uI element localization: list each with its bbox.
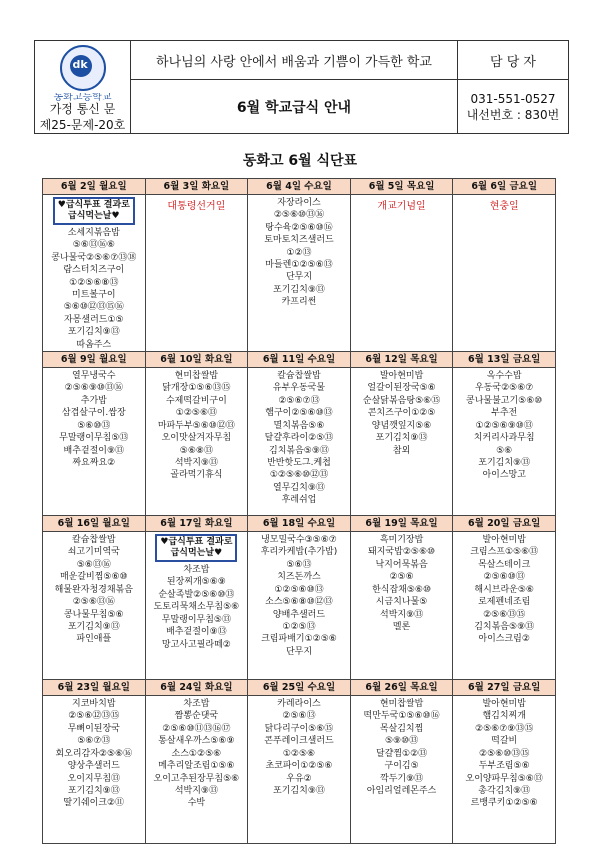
- menu-item: 부추전: [491, 408, 518, 419]
- menu-list: [453, 532, 555, 646]
- menu-list: [351, 368, 453, 457]
- menu-item: 콘치즈구이①②⑤: [367, 408, 436, 419]
- menu-item: ①②⑤⑥: [282, 748, 316, 759]
- school-id-cell: [35, 41, 131, 134]
- menu-item: 지코바치밥: [72, 699, 116, 710]
- menu-item: 자장라이스: [277, 198, 321, 208]
- menu-item: 멜론: [392, 621, 411, 632]
- day-label: 6월 20일 금요일: [453, 516, 556, 532]
- week-menu-row: [43, 368, 556, 516]
- menu-title: 동화고 6월 식단표: [242, 153, 358, 169]
- menu-item: 석박지⑨⑬: [174, 457, 218, 468]
- menu-item: 크림스프①⑤⑥⑬: [470, 547, 539, 558]
- holiday-label: 개교기념일: [377, 201, 426, 212]
- menu-item: 낙지어묵볶음: [375, 559, 428, 570]
- menu-item: 마들렌①②⑤⑥⑬: [265, 260, 333, 271]
- menu-item: 냉모밀국수③⑤⑥⑦: [261, 535, 337, 546]
- menu-item: ⑤⑥⑬⑯⑥: [72, 240, 115, 251]
- menu-item: ①②⑤⑥⑩⑫⑬: [269, 470, 329, 481]
- menu-item: 김치볶음⑤⑨⑬: [474, 621, 535, 632]
- menu-item: 소스⑤⑥⑧⑩⑫⑬: [265, 597, 333, 608]
- menu-item: ②⑤⑥⑩⑬⑯: [273, 210, 325, 221]
- contact-cell: [458, 80, 569, 134]
- day-label: 6월 25일 수요일: [248, 680, 351, 696]
- day-menu-cell: [453, 368, 556, 516]
- menu-item: 닭개장①⑤⑥⑬⑮: [162, 383, 231, 394]
- vote-meal-badge: [53, 197, 135, 225]
- day-menu-cell: [43, 195, 146, 352]
- menu-item: 토마토치즈샐러드: [264, 235, 334, 246]
- menu-item: 흑미기장밥: [379, 535, 424, 546]
- menu-item: 크림파배기①②⑤⑥: [261, 634, 337, 645]
- vote-meal-badge-line: 급식먹는날♥: [68, 211, 120, 221]
- day-label: 6월 24일 화요일: [145, 680, 248, 696]
- day-label: 6월 18일 수요일: [248, 516, 351, 532]
- day-label: 6월 6일 금요일: [453, 179, 556, 195]
- manager-label: 담 당 자: [458, 41, 569, 80]
- day-menu-cell: [453, 532, 556, 680]
- menu-item: 후레쉬업: [281, 495, 317, 506]
- holiday-label: 대통령선거일: [167, 201, 226, 212]
- menu-item: 짬뽕순댓국: [174, 711, 219, 722]
- menu-item: ⑤⑥⑧⑬: [179, 445, 213, 456]
- menu-item: 해시브라운⑤⑥: [474, 584, 534, 595]
- menu-item: 칼슘찹쌀밥: [277, 371, 321, 382]
- menu-item: ⑤⑥⑩⑬: [77, 420, 111, 431]
- menu-list: [43, 368, 145, 469]
- menu-item: ②⑤⑥⑩⑬⑮: [479, 748, 530, 759]
- menu-item: 치커리사과무침: [473, 433, 535, 444]
- vote-meal-badge-line: ♥급식투표 결과로: [57, 200, 130, 210]
- menu-item: 소스①②⑤⑥: [171, 748, 222, 759]
- day-menu-cell: [43, 696, 146, 844]
- menu-item: 우동국②⑤⑥⑦: [475, 383, 534, 394]
- menu-list: [43, 532, 145, 646]
- vote-meal-badge-line: ♥급식투표 결과로: [160, 537, 233, 548]
- menu-item: ②⑤⑥⑩⑬: [483, 572, 525, 583]
- menu-item: 석박지⑨⑬: [380, 609, 424, 620]
- menu-list: [248, 368, 350, 506]
- menu-item: 양상추샐러드: [67, 761, 120, 772]
- menu-table: [42, 178, 556, 844]
- menu-item: 추가밥: [80, 395, 107, 406]
- week-menu-row: [43, 532, 556, 680]
- menu-item: 도토리묵채소무침⑤⑥: [153, 602, 240, 613]
- menu-item: 따옴주스: [76, 339, 112, 350]
- menu-item: 한식잡채⑤⑥⑩: [372, 584, 432, 595]
- menu-item: 콩나물무침⑤⑥: [63, 609, 124, 620]
- menu-item: 포기김치⑨⑬: [67, 785, 120, 796]
- menu-item: 차조밥: [183, 699, 210, 710]
- day-label: 6월 2일 월요일: [43, 179, 146, 195]
- menu-item: ②⑤⑥⑩⑪⑬⑯⑰: [162, 723, 231, 734]
- menu-item: ②⑤⑥⑬⑯: [72, 597, 115, 608]
- menu-item: 발아현미밥: [482, 535, 526, 546]
- day-label: 6월 17일 화요일: [145, 516, 248, 532]
- menu-item: 돼지국밥②⑤⑥⑩: [368, 547, 436, 558]
- notice-title: 6월 학교급식 안내: [131, 80, 458, 134]
- menu-item: 현미찹쌀밥: [174, 371, 219, 382]
- menu-item: ①②⑤⑥⑩⑬: [274, 584, 324, 595]
- menu-list: [43, 195, 145, 351]
- menu-item: 콩나물국②⑤⑥⑦⑬⑱: [51, 252, 137, 263]
- day-menu-cell: [350, 532, 453, 680]
- menu-list: [248, 195, 350, 309]
- day-menu-cell: [43, 532, 146, 680]
- menu-item: 석박지⑨⑬: [174, 785, 218, 796]
- menu-item: 달걀후라이②⑤⑬: [264, 433, 334, 444]
- day-menu-cell: [145, 195, 248, 352]
- day-label: 6월 3일 화요일: [145, 179, 248, 195]
- menu-item: 떡갈비: [491, 736, 518, 747]
- menu-item: 해물완자청경채볶음: [54, 584, 133, 595]
- menu-list: [146, 696, 248, 810]
- menu-item: 우유②: [286, 773, 312, 784]
- menu-item: 삼겹살구이.쌈장: [61, 408, 126, 419]
- menu-item: ②⑤⑥⑬⑮: [483, 609, 526, 620]
- menu-item: 햄구이②⑤⑥⑩⑬: [265, 408, 333, 419]
- menu-item: ①②⑤⑥⑬: [175, 408, 218, 419]
- menu-item: ①②⑤⑥⑧⑬: [69, 277, 119, 288]
- holiday-label: 현충일: [489, 201, 519, 212]
- menu-item: 무말랭이무침⑤⑬: [161, 614, 231, 625]
- day-label: 6월 12일 목요일: [350, 352, 453, 368]
- menu-item: ①②⑤⑬: [282, 621, 316, 632]
- menu-item: ①②⑤⑥⑨⑩⑬: [475, 420, 533, 431]
- menu-list: [351, 195, 453, 212]
- menu-list: [453, 195, 555, 212]
- menu-item: 포기김치⑨⑬: [273, 785, 325, 796]
- week-menu-row: [43, 195, 556, 352]
- menu-item: 열무김치⑨⑬: [273, 482, 325, 493]
- menu-item: 아이스망고: [482, 470, 526, 481]
- menu-item: 순살족발②⑤⑥⑩⑬: [158, 589, 235, 600]
- menu-item: 카프리썬: [281, 297, 317, 308]
- menu-item: 목살스테이크: [478, 559, 531, 570]
- day-label: 6월 11일 수요일: [248, 352, 351, 368]
- menu-item: 두부조림⑤⑥: [478, 761, 530, 772]
- vote-meal-badge-line: 급식먹는날♥: [170, 548, 223, 559]
- school-motto: 하나님의 사랑 안에서 배움과 기쁨이 가득한 학교: [131, 41, 458, 80]
- menu-list: [351, 532, 453, 633]
- menu-item: 순살닭볶음탕⑤⑥⑮: [362, 395, 441, 406]
- menu-item: ①②⑬: [286, 247, 312, 258]
- menu-item: 초코파이①②⑤⑥: [265, 761, 333, 772]
- contact-extension: 내선번호 : 830번: [466, 107, 560, 122]
- menu-item: 자몽샐러드①⑤: [63, 314, 124, 325]
- day-label: 6월 16일 월요일: [43, 516, 146, 532]
- day-label: 6월 9일 월요일: [43, 352, 146, 368]
- menu-item: 치즈돈까스: [277, 572, 321, 583]
- menu-list: [146, 368, 248, 482]
- menu-item: 포기김치⑨⑬: [67, 621, 120, 632]
- menu-item: 미트볼구이: [72, 290, 116, 301]
- menu-item: 유부우동국물: [272, 383, 326, 394]
- menu-item: ⑤⑥: [496, 445, 513, 456]
- menu-item: 수제떡갈비구이: [165, 395, 227, 406]
- menu-item: 된장찌개⑤⑥⑨: [166, 577, 226, 588]
- menu-item: 수박: [187, 798, 206, 809]
- week-day-header-row: [43, 680, 556, 696]
- menu-item: ②⑤⑥⑫⑬⑮: [68, 711, 120, 722]
- day-menu-cell: [145, 532, 248, 680]
- menu-item: 발아현미밥: [482, 699, 526, 710]
- menu-item: 목살김치찜: [379, 723, 424, 734]
- menu-item: 아이스크림②: [478, 634, 530, 645]
- menu-item: 후리카케밥(추가밥): [260, 547, 338, 558]
- day-label: 6월 23일 월요일: [43, 680, 146, 696]
- menu-item: 콘푸레이크샐러드: [264, 736, 334, 747]
- menu-item: 골라먹기휴식: [170, 470, 223, 481]
- menu-item: 멸치볶음⑤⑥: [273, 420, 325, 431]
- menu-item: 오이양파무침⑤⑥⑬: [465, 773, 543, 784]
- menu-item: 칼슘찹쌀밥: [72, 535, 116, 546]
- menu-item: 오이맛살겨자무침: [161, 433, 232, 444]
- menu-item: 햄김치찌개: [482, 711, 526, 722]
- menu-item: 포기김치⑨⑬: [375, 433, 428, 444]
- menu-item: 단무지: [285, 646, 313, 657]
- menu-item: 카레라이스: [277, 699, 321, 710]
- office-type: 가정 통신 문: [49, 102, 116, 116]
- menu-item: 배추겉절이⑨⑬: [166, 627, 227, 638]
- menu-item: 탕수육②⑤⑥⑩⑯: [265, 222, 333, 233]
- menu-item: ②⑤⑥⑨⑩⑬⑯: [64, 383, 123, 394]
- menu-item: 딸기쉐이크②⑪: [63, 798, 125, 809]
- menu-item: 포기김치⑨⑬: [478, 457, 531, 468]
- day-menu-cell: [145, 696, 248, 844]
- menu-item: 무말랭이무침⑤⑬: [59, 433, 129, 444]
- menu-item: 단무지: [285, 272, 313, 283]
- menu-item: 콩나물불고기⑤⑥⑩: [466, 395, 543, 406]
- menu-item: 구이김⑤: [384, 761, 419, 772]
- day-label: 6월 10일 화요일: [145, 352, 248, 368]
- day-label: 6월 4일 수요일: [248, 179, 351, 195]
- menu-item: 시금치나물⑤: [375, 597, 428, 608]
- menu-item: 반반핫도그.케첩: [267, 457, 331, 468]
- day-menu-cell: [453, 195, 556, 352]
- day-label: 6월 27일 금요일: [453, 680, 556, 696]
- menu-item: 포기김치⑨⑬: [67, 327, 120, 338]
- day-menu-cell: [350, 696, 453, 844]
- menu-item: ⑤⑥⑦⑬: [77, 736, 111, 747]
- menu-item: 떡만두국①⑤⑥⑩⑯: [363, 711, 440, 722]
- menu-item: 아임리얼레몬주스: [366, 785, 437, 796]
- day-menu-cell: [145, 368, 248, 516]
- week-day-header-row: [43, 516, 556, 532]
- contact-phone: 031-551-0527: [470, 91, 556, 106]
- menu-list: [453, 368, 555, 482]
- menu-item: 오이지무침⑬: [67, 773, 121, 784]
- week-day-header-row: [43, 179, 556, 195]
- menu-item: 차조밥: [183, 565, 210, 576]
- menu-item: 참외: [392, 445, 411, 456]
- day-menu-cell: [248, 195, 351, 352]
- week-day-header-row: [43, 352, 556, 368]
- menu-item: 총각김치⑨⑬: [478, 785, 531, 796]
- day-menu-cell: [453, 696, 556, 844]
- menu-list: [248, 532, 350, 658]
- menu-item: ②⑤⑥⑦⑨⑬⑮: [475, 723, 534, 734]
- day-label: 6월 26일 목요일: [350, 680, 453, 696]
- menu-item: 닭다리구이⑤⑥⑮: [264, 723, 334, 734]
- day-label: 6월 19일 목요일: [350, 516, 453, 532]
- menu-item: 열무냉국수: [72, 371, 116, 382]
- menu-item: 무뼈이된장국: [67, 723, 120, 734]
- menu-item: 회오리감자②⑤⑥⑯: [55, 748, 133, 759]
- menu-list: [453, 696, 555, 810]
- menu-item: 로제펜네조림: [478, 597, 531, 608]
- menu-item: 달걀찜①②⑬: [375, 748, 428, 759]
- menu-item: 짜요짜요②: [72, 457, 116, 468]
- menu-item: 얼갈이된장국⑤⑥: [367, 383, 436, 394]
- menu-item: 발아현미밥: [379, 371, 424, 382]
- menu-list: [146, 195, 248, 212]
- day-menu-cell: [248, 368, 351, 516]
- menu-item: 현미찹쌀밥: [379, 699, 424, 710]
- menu-list: [248, 696, 350, 797]
- menu-item: ⑤⑨⑩⑬: [384, 736, 419, 747]
- menu-list: [43, 696, 145, 810]
- menu-item: ⑤⑥⑬⑯: [76, 559, 111, 570]
- menu-item: 양념깻잎지⑤⑥: [371, 420, 432, 431]
- logo-caption: 동화고등학교: [53, 93, 112, 101]
- menu-item: ②⑤⑥⑬: [282, 711, 316, 722]
- day-menu-cell: [43, 368, 146, 516]
- menu-item: 매운갈비찜⑤⑥⑩: [59, 572, 128, 583]
- menu-item: 메추리알조림①⑤⑥: [158, 761, 235, 772]
- menu-item: 망고사고필라떼②: [161, 639, 231, 650]
- menu-item: 깍두기⑨⑬: [380, 773, 424, 784]
- menu-item: 파인애플: [76, 634, 112, 645]
- menu-item: 옥수수밥: [486, 371, 522, 382]
- menu-list: [351, 696, 453, 797]
- day-menu-cell: [248, 696, 351, 844]
- notice-header: [34, 40, 569, 134]
- menu-item: 양배추샐러드: [272, 609, 326, 620]
- school-logo-icon: [60, 45, 106, 91]
- day-menu-cell: [350, 195, 453, 352]
- day-menu-cell: [350, 368, 453, 516]
- menu-item: ②⑤⑥⑦⑬: [278, 395, 320, 406]
- vote-meal-badge: [155, 534, 237, 562]
- menu-item: 김치볶음⑤⑨⑬: [269, 445, 329, 456]
- day-label: 6월 5일 목요일: [350, 179, 453, 195]
- menu-item: 포기김치⑨⑬: [273, 284, 325, 295]
- menu-item: 오이고추된장무침⑤⑥: [153, 773, 240, 784]
- menu-item: 람스터치즈구이: [63, 265, 125, 276]
- menu-item: 통살새우까스⑤⑥⑨: [158, 736, 235, 747]
- menu-list: [146, 532, 248, 651]
- menu-item: 소세지볶음밥: [67, 228, 120, 238]
- menu-item: 르뱅쿠키①②⑤⑥: [470, 798, 538, 809]
- menu-item: 배추겉절이⑨⑬: [63, 445, 125, 456]
- day-label: 6월 13일 금요일: [453, 352, 556, 368]
- day-menu-cell: [248, 532, 351, 680]
- week-menu-row: [43, 696, 556, 844]
- menu-item: ⑤⑥⑩⑫⑬⑮⑯: [63, 302, 124, 313]
- menu-item: ②⑤⑥: [389, 572, 414, 583]
- menu-item: 쇠고기미역국: [67, 547, 120, 558]
- document-number: 제25-문제-20호: [39, 118, 126, 132]
- menu-item: ⑤⑥⑬: [286, 559, 312, 570]
- menu-item: 마파두부⑤⑥⑩⑫⑬: [157, 420, 235, 431]
